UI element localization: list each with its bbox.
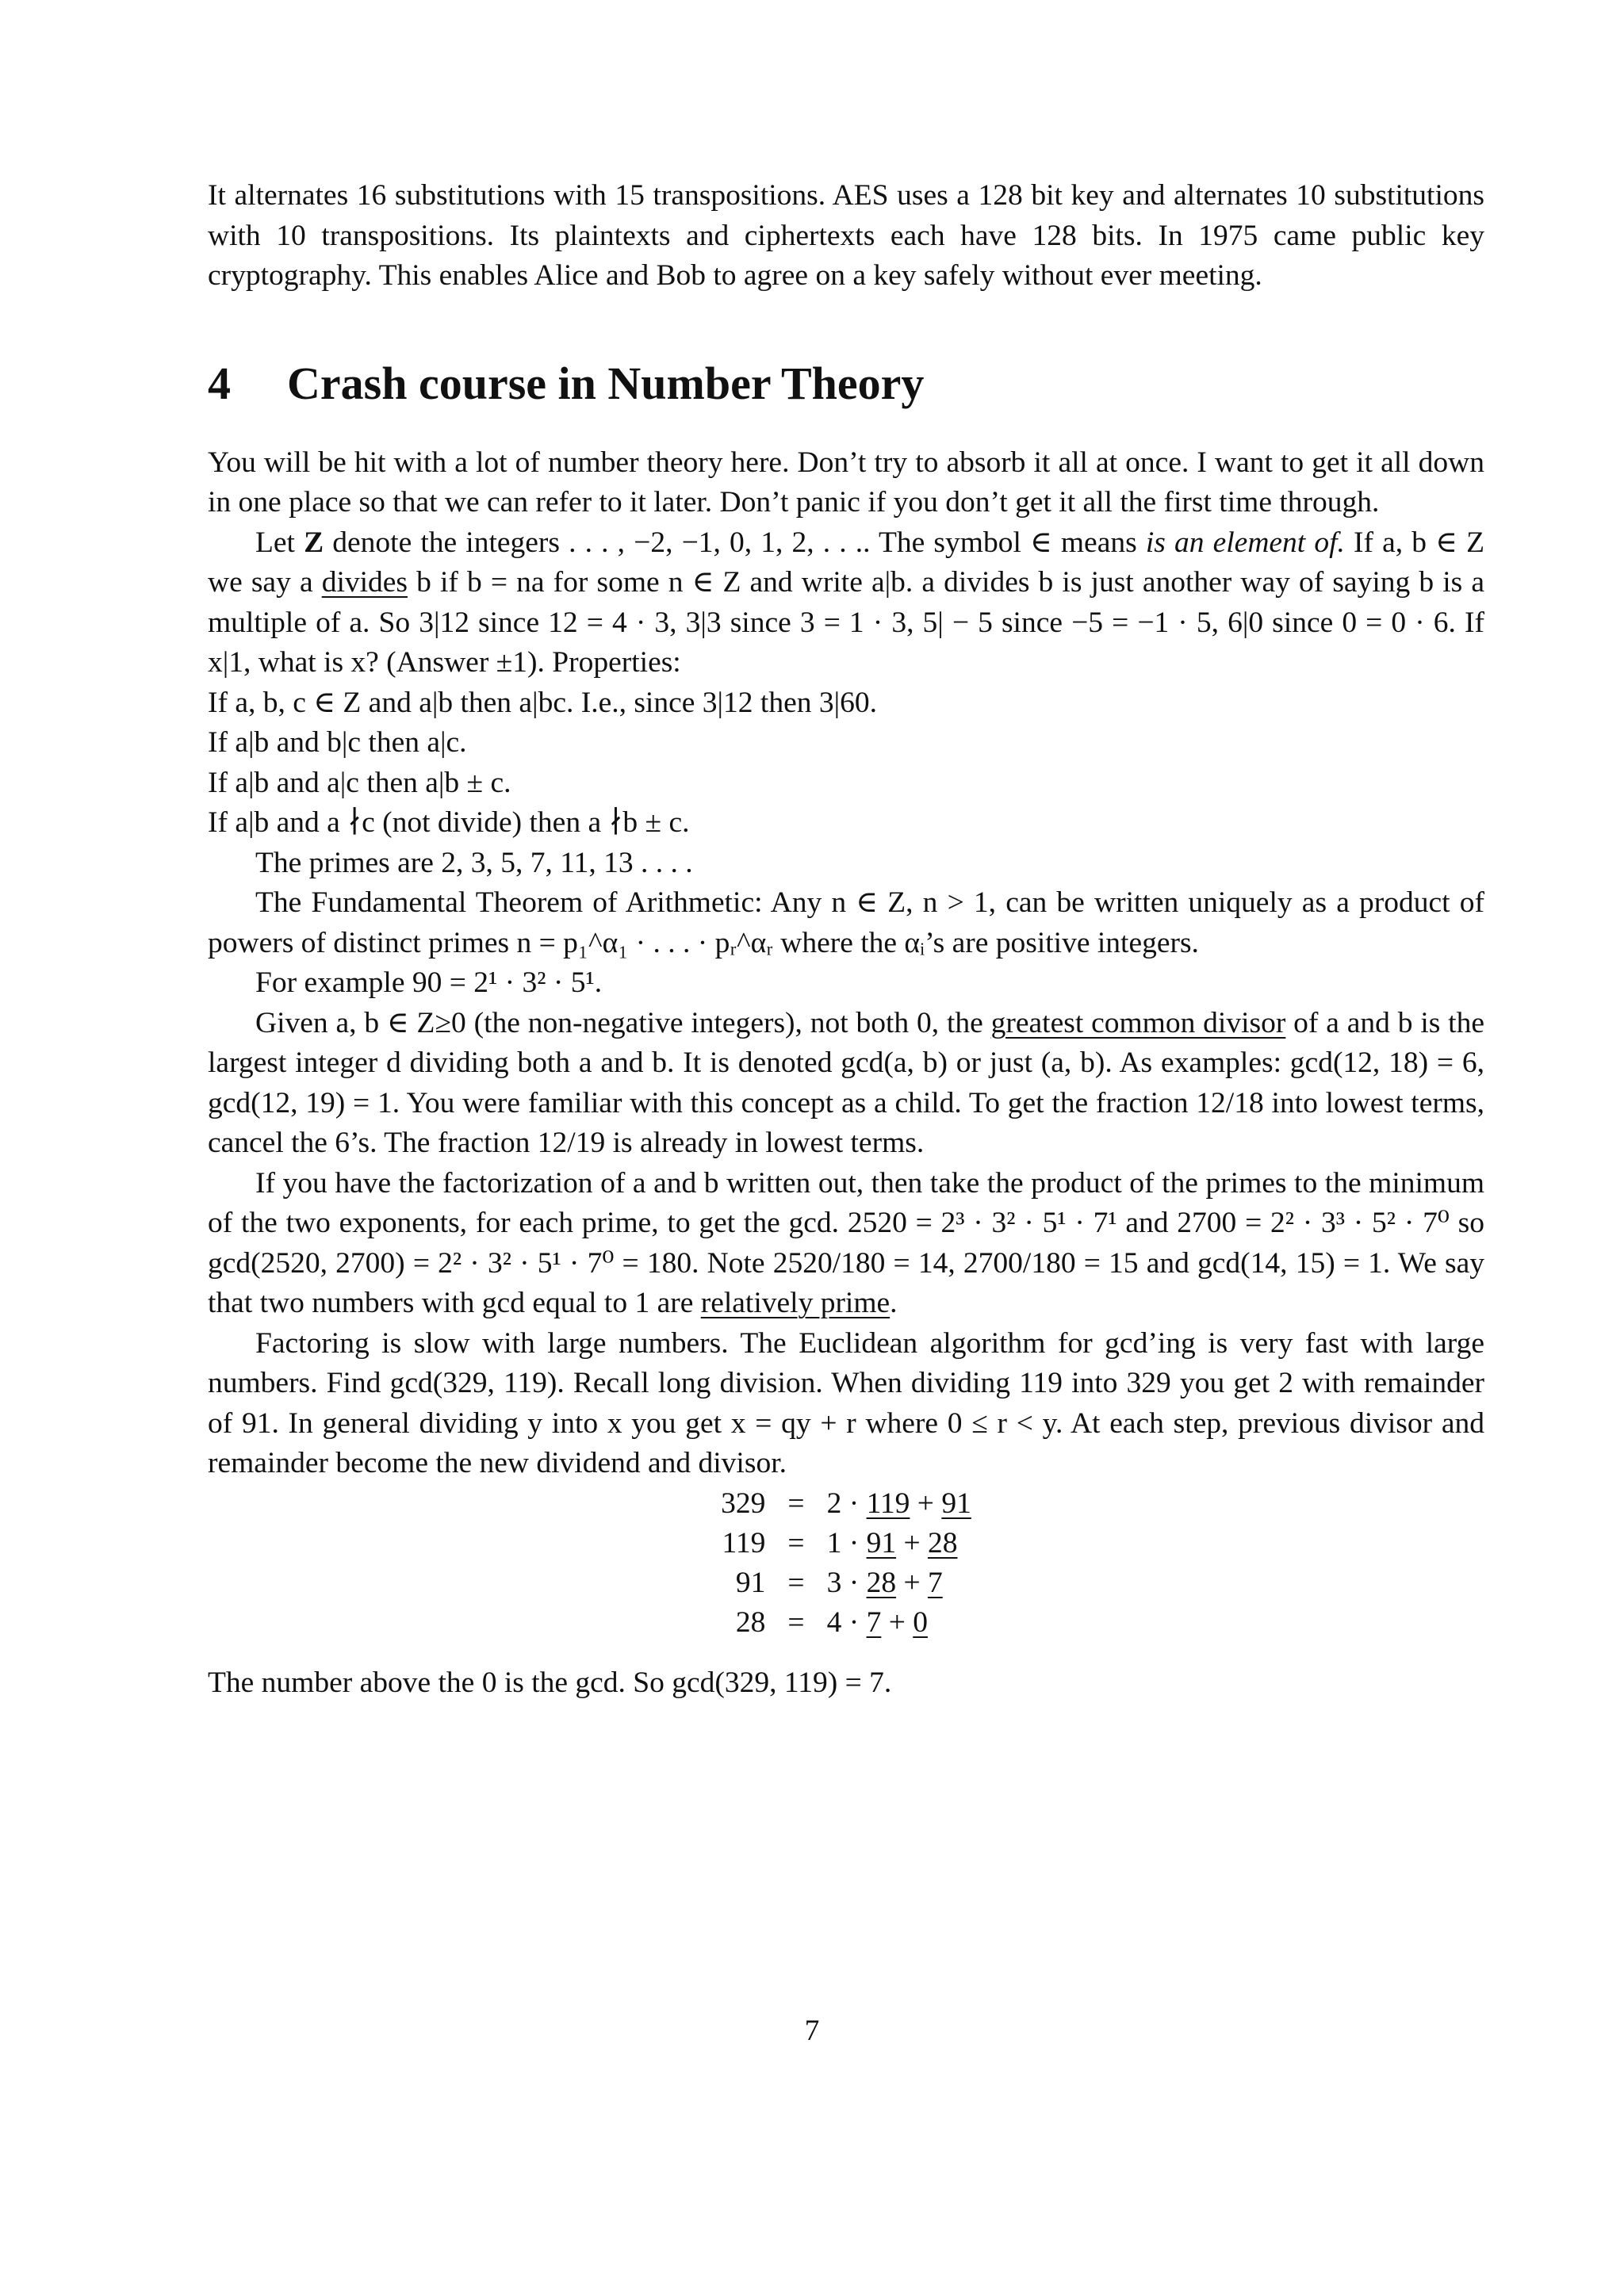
equation-row bbox=[710, 1484, 982, 1524]
paragraph-example: For example 90 = 2¹ · 3² · 5¹. bbox=[255, 966, 603, 999]
defined-term-divides: divides bbox=[321, 566, 408, 599]
paragraph-conclusion: The number above the 0 is the gcd. So gcd(329, 119) = 7. bbox=[208, 1666, 892, 1699]
equation-term-plus: + bbox=[896, 1566, 928, 1599]
equation-relation: = bbox=[787, 1526, 805, 1559]
integers-symbol: Z bbox=[304, 526, 324, 559]
page-body bbox=[208, 176, 1484, 1703]
equation-term-plus: + bbox=[881, 1605, 914, 1639]
page-number: 7 bbox=[804, 2015, 820, 2047]
paragraph-factorization bbox=[208, 1164, 1484, 1324]
text-fragment: b if b = na for some n ∈ Z and write a|b. a divides b is just another way of saying b is a multiple of a. So 3|12 since 12 = 4 · 3, 3|3 since 3 = 1 · 3, 5| − 5 since −5 = −1 · 5, 6|0 since 0 = 0 · 6. If x|1, what is x? (Answer ±1). Properties: bbox=[208, 566, 1484, 679]
equation-term-q: 4 · bbox=[826, 1605, 867, 1639]
property-4: If a|b and a ∤c (not divide) then a ∤b ± c. bbox=[208, 806, 690, 839]
paragraph-divides bbox=[208, 523, 1484, 683]
equation-term-r: 0 bbox=[913, 1605, 928, 1639]
equation-term-plus: + bbox=[896, 1526, 928, 1559]
text-fragment: Let bbox=[255, 526, 304, 559]
equation-term-plus: + bbox=[910, 1487, 942, 1520]
defined-term-relatively-prime: relatively prime bbox=[700, 1287, 891, 1319]
equation-term-d: 119 bbox=[866, 1487, 910, 1520]
paragraph-euclid: Factoring is slow with large numbers. The Euclidean algorithm for gcd’ing is very fast with large numbers. Find gcd(329, 119). Recall long division. When dividing 119 into 329 you get 2 with remainder of 91. In general dividing y into x you get x = qy + r where 0 ≤ r < y. At each step, previous divisor and remainder become the new dividend and divisor. bbox=[208, 1326, 1484, 1479]
equation-term-r: 28 bbox=[927, 1526, 958, 1559]
equation-rhs bbox=[816, 1603, 982, 1643]
text-fragment: of a and b is the largest integer d dividing both a and b. It is denoted gcd(a, b) or just (a, b). As examples: gcd(12, 18) = 6, gcd(12, 19) = 1. You were familiar with this concept as a child. To get the fraction 12/18 into lowest terms, cancel the 6’s. The fraction 12/19 is already in lowest terms. bbox=[208, 1006, 1484, 1159]
equation-row bbox=[710, 1563, 982, 1603]
paragraph-fta: The Fundamental Theorem of Arithmetic: Any n ∈ Z, n > 1, can be written uniquely as a product of powers of distinct primes n = p₁^α₁ · . . . · pᵣ^αᵣ where the αᵢ’s are positive integers. bbox=[208, 886, 1484, 959]
paragraph-gcd-definition bbox=[208, 1004, 1484, 1164]
paragraph-primes: The primes are 2, 3, 5, 7, 11, 13 . . . . bbox=[255, 846, 693, 879]
equation-term-q: 1 · bbox=[826, 1526, 867, 1559]
equation-term-d: 91 bbox=[866, 1526, 897, 1559]
text-fragment: Given a, b ∈ Z≥0 (the non-negative integers), not both 0, the bbox=[255, 1006, 991, 1039]
euclid-equations bbox=[710, 1484, 982, 1643]
property-1: If a, b, c ∈ Z and a|b then a|bc. I.e., since 3|12 then 3|60. bbox=[208, 686, 877, 719]
equation-relation: = bbox=[787, 1605, 805, 1639]
equation-row bbox=[710, 1524, 982, 1563]
equation-lhs: 329 bbox=[721, 1487, 766, 1520]
emphasis-text: is an element of. bbox=[1145, 526, 1345, 559]
property-2: If a|b and b|c then a|c. bbox=[208, 726, 467, 759]
text-fragment: . bbox=[890, 1287, 898, 1319]
defined-term-gcd: greatest common divisor bbox=[990, 1006, 1286, 1039]
equation-term-q: 2 · bbox=[826, 1487, 867, 1520]
text-fragment: If you have the factorization of a and b written out, then take the product of the primes to the minimum of the two exponents, for each prime, to get the gcd. 2520 = 2³ · 3² · 5¹ · 7¹ and 2700 = 2² · 3³ · 5² · 7⁰ so gcd(2520, 2700) = 2² · 3² · 5¹ · 7⁰ = 180. Note 2520/180 = 14, 2700/180 = 15 and gcd(14, 15) = 1. We say that two numbers with gcd equal to 1 are bbox=[208, 1166, 1484, 1319]
equation-term-r: 7 bbox=[927, 1566, 943, 1599]
text-fragment: denote the integers . . . , −2, −1, 0, 1, 2, . . .. The symbol ∈ means bbox=[324, 526, 1146, 559]
section-title: Crash course in Number Theory bbox=[287, 357, 925, 409]
equation-relation: = bbox=[787, 1566, 805, 1599]
equation-row bbox=[710, 1603, 982, 1643]
equation-term-d: 28 bbox=[866, 1566, 897, 1599]
section-number: 4 bbox=[208, 357, 231, 409]
equation-term-q: 3 · bbox=[826, 1566, 867, 1599]
equation-rhs bbox=[816, 1524, 982, 1563]
section-heading bbox=[208, 357, 1484, 410]
equation-rhs bbox=[816, 1484, 982, 1524]
text-fragment: If a, b ∈ Z we say a bbox=[208, 526, 1484, 599]
intro-paragraph: It alternates 16 substitutions with 15 transpositions. AES uses a 128 bit key and alternates 10 substitutions with 10 transpositions. Its plaintexts and ciphertexts each have 128 bits. In 1975 came public key cryptography. This enables Alice and Bob to agree on a key safely without ever meeting. bbox=[208, 179, 1484, 292]
property-3: If a|b and a|c then a|b ± c. bbox=[208, 766, 511, 799]
equation-lhs: 119 bbox=[722, 1526, 766, 1559]
equation-term-d: 7 bbox=[866, 1605, 882, 1639]
equation-rhs bbox=[816, 1563, 982, 1603]
equation-lhs: 28 bbox=[735, 1605, 766, 1639]
paragraph-intro-nt: You will be hit with a lot of number theory here. Don’t try to absorb it all at once. I want to get it all down in one place so that we can refer to it later. Don’t panic if you don’t get it all the first time through. bbox=[208, 446, 1484, 519]
equation-lhs: 91 bbox=[735, 1566, 766, 1599]
equation-term-r: 91 bbox=[941, 1487, 971, 1520]
equation-relation: = bbox=[787, 1487, 805, 1520]
